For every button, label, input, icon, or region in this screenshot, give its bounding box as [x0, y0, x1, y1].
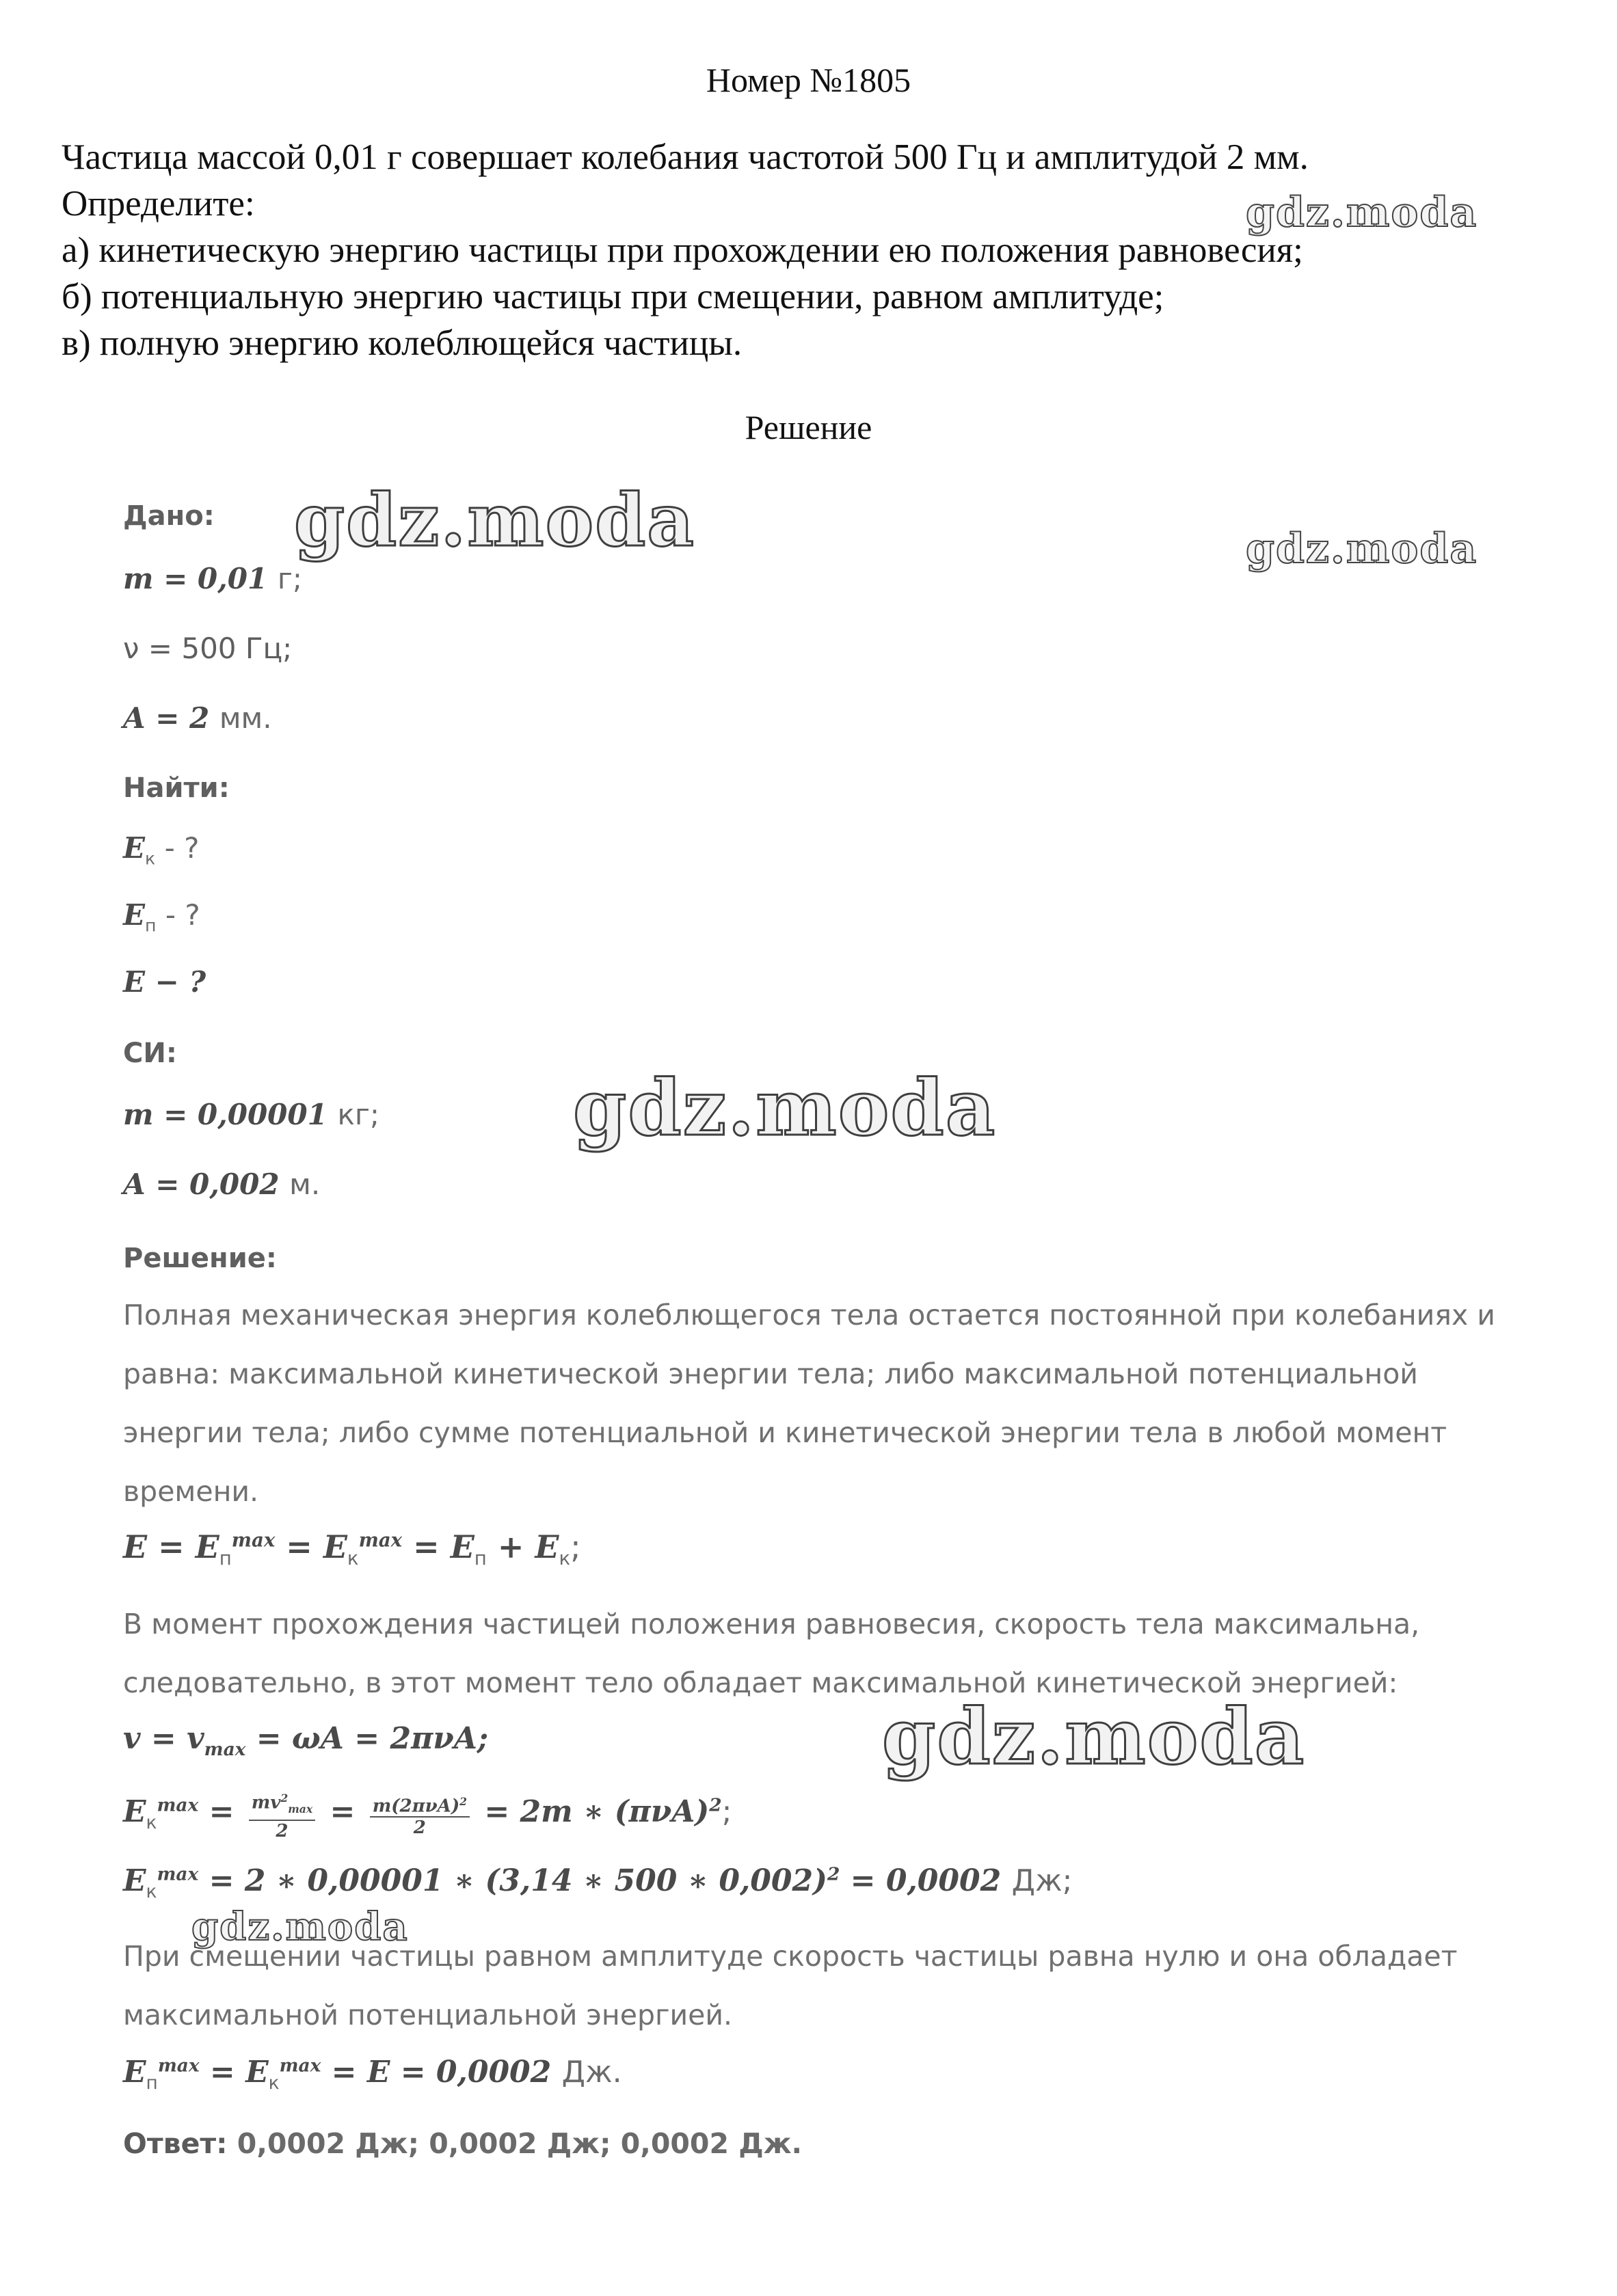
- answer-label: Ответ:: [123, 2127, 228, 2160]
- solution-label: Решение:: [123, 1243, 277, 1274]
- given-frequency: ν = 500 Гц;: [123, 632, 293, 665]
- find-potential: $E_п$ - ?: [123, 898, 200, 936]
- task-line-4: б) потенциальную энергию частицы при смещении, равном амплитуде;: [62, 277, 1164, 316]
- task-line-2: Определите:: [62, 184, 255, 224]
- watermark-given: gdz.moda: [294, 477, 695, 563]
- watermark-formula: gdz.moda: [882, 1692, 1306, 1782]
- find-kinetic: $E_к$ - ?: [123, 831, 200, 869]
- answer-text: 0,0002 Дж; 0,0002 Дж; 0,0002 Дж.: [227, 2127, 803, 2160]
- given-amplitude: A = 2 мм.: [123, 701, 272, 735]
- watermark-bottom: gdz.moda: [191, 1904, 409, 1949]
- find-total: E − ?: [123, 965, 206, 999]
- task-line-1: Частица массой 0,01 г совершает колебания частотой 500 Гц и амплитудой 2 мм.: [62, 137, 1309, 177]
- answer-line: [123, 2127, 802, 2160]
- watermark-middle: gdz.moda: [573, 1064, 997, 1153]
- given-mass: m = 0,01 г;: [123, 562, 303, 595]
- page-title: Номер №1805: [706, 61, 911, 99]
- si-mass: m = 0,00001 кг;: [123, 1098, 380, 1131]
- solution-para2-line1: В момент прохождения частицей положения равновесия, скорость тела максимальна,: [123, 1608, 1420, 1640]
- solution-para1-line4: времени.: [123, 1475, 259, 1508]
- formula-kinetic-max: $E_к^{max}$ = $\frac{mv^2_{max}}{2}$ = $\frac{m(2\pi\nu A)^2}{2}$ = 2m ∗ $(\pi\nu A)^2$;: [123, 1788, 732, 1841]
- solution-para3-line1: При смещении частицы равном амплитуде скорость частицы равна нулю и она обладает: [123, 1940, 1458, 1973]
- given-label: Дано:: [123, 500, 215, 532]
- formula-final-energy: $E_п^{max} = E_к^{max} = E = 0,0002$ Дж.: [123, 2055, 622, 2094]
- formula-velocity: $v = v_{max} = \omega A = 2\pi\nu A$;: [123, 1721, 489, 1760]
- solution-heading: Решение: [745, 408, 872, 446]
- solution-para1-line3: энергии тела; либо сумме потенциальной и кинетической энергии тела в любой момент: [123, 1416, 1447, 1449]
- solution-para2-line2: следовательно, в этот момент тело обладает максимальной кинетической энергией:: [123, 1666, 1398, 1699]
- watermark-right: gdz.moda: [1246, 525, 1478, 573]
- find-label: Найти:: [123, 772, 230, 804]
- task-line-3: а) кинетическую энергию частицы при прохождении ею положения равновесия;: [62, 230, 1303, 270]
- task-line-5: в) полную энергию колеблющейся частицы.: [62, 323, 743, 363]
- solution-para1-line2: равна: максимальной кинетической энергии тела; либо максимальной потенциальной: [123, 1358, 1418, 1390]
- solution-para1-line1: Полная механическая энергия колеблющегося тела остается постоянной при колебаниях и: [123, 1299, 1495, 1332]
- formula-energy-equality: $E = E_п^{max} = E_к^{max} = E_п + E_к$;: [123, 1528, 581, 1570]
- watermark-top: gdz.moda: [1246, 189, 1478, 237]
- mass-symbol: m: [123, 562, 154, 595]
- solution-para3-line2: максимальной потенциальной энергией.: [123, 1999, 733, 2031]
- formula-kinetic-value: $E_к^{max} = 2$ ∗ 0,00001 ∗ (3,14 ∗ 500 ∗ 0,002)$^2$ = 0,0002 Дж;: [123, 1863, 1073, 1902]
- si-amplitude: A = 0,002 м.: [123, 1167, 321, 1201]
- si-label: СИ:: [123, 1038, 177, 1069]
